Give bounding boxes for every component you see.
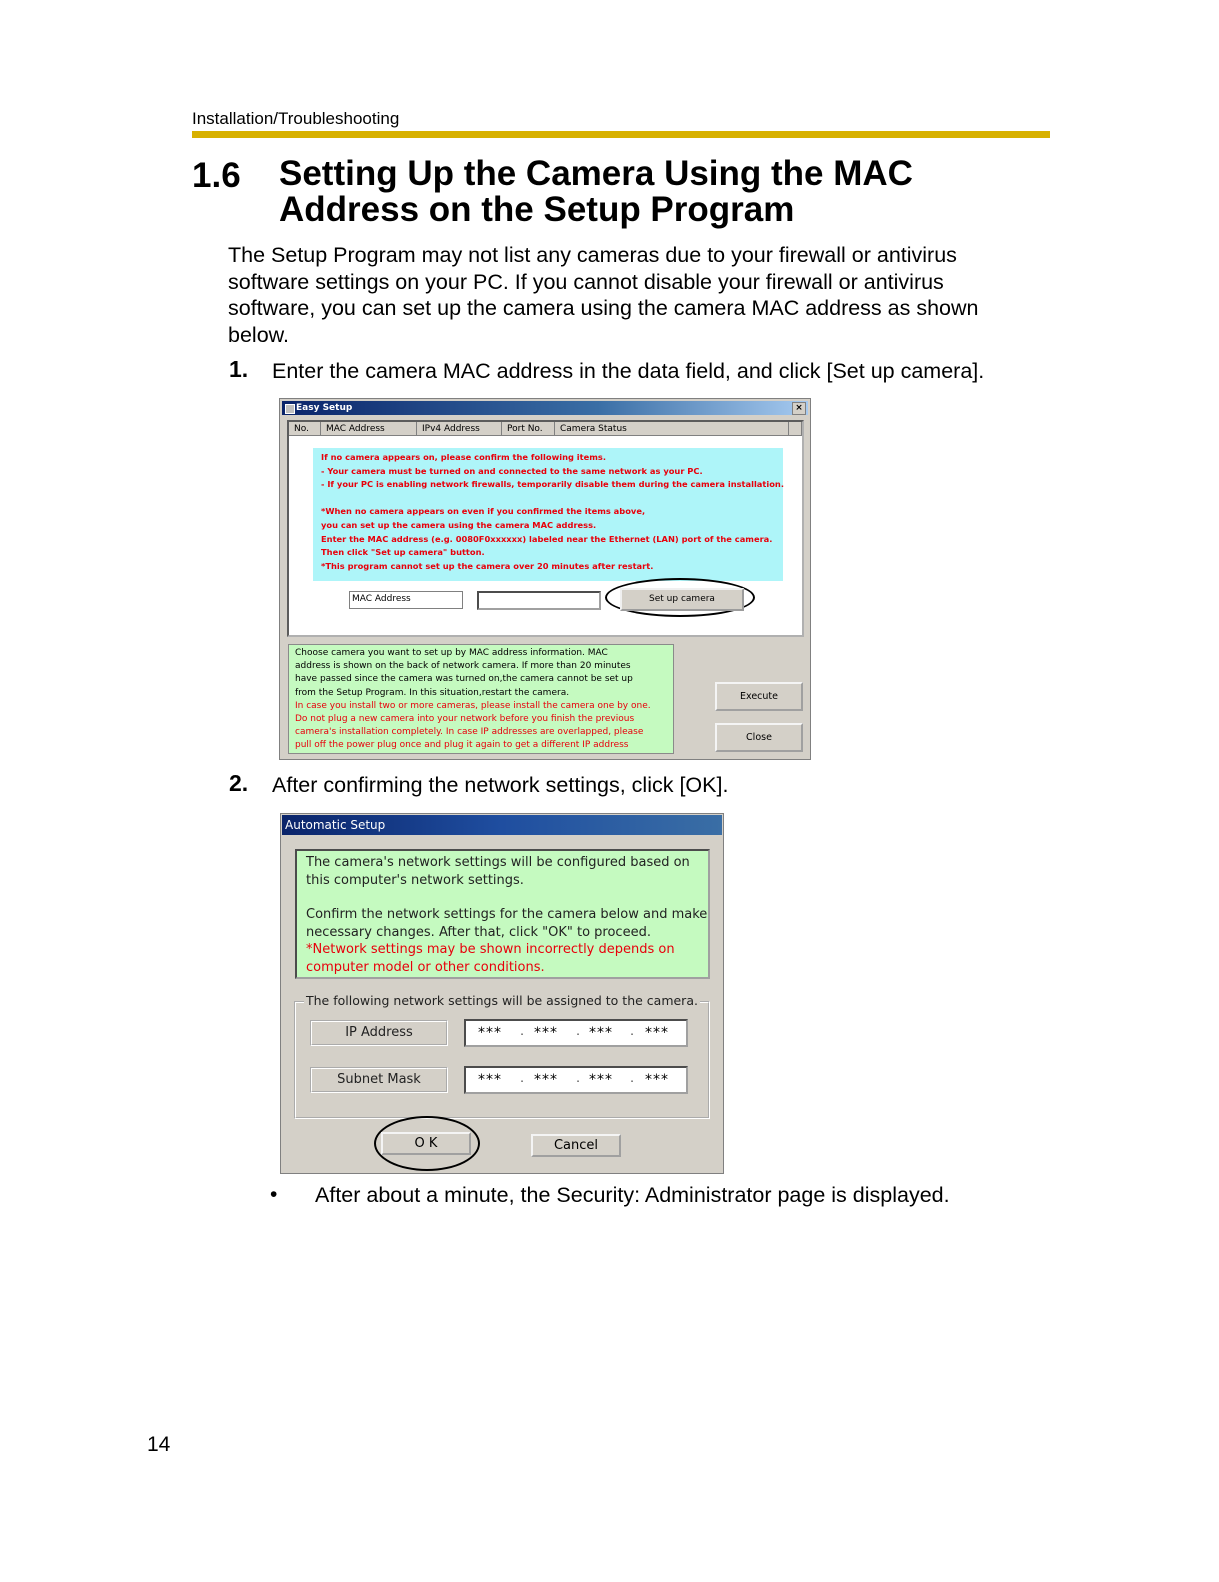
help-line: address is shown on the back of network camera. If more than 20 minutes — [295, 661, 631, 672]
help-warning-line: In case you install two or more cameras, please install the camera one by one. — [295, 700, 651, 711]
column-header-status[interactable]: Camera Status — [555, 422, 789, 436]
ip-address-field[interactable] — [464, 1019, 688, 1047]
help-box — [288, 644, 674, 754]
ip-separator: . — [630, 1024, 634, 1038]
easy-setup-window — [279, 398, 811, 760]
warning-line: *Network settings may be shown incorrectly depends on — [306, 942, 675, 957]
ip-separator: . — [520, 1024, 524, 1038]
bullet-text: After about a minute, the Security: Administrator page is displayed. — [315, 1183, 950, 1207]
intro-line: The Setup Program may not list any cameras due to your firewall or antivirus — [228, 243, 957, 267]
ip-octet[interactable]: *** — [589, 1025, 613, 1041]
header-rule — [192, 131, 1050, 138]
bullet-symbol: • — [270, 1183, 278, 1206]
help-warning-line: pull off the power plug once and plug it again to get a different IP address — [295, 740, 629, 751]
notice-box — [313, 448, 783, 581]
subnet-separator: . — [630, 1071, 634, 1085]
ip-octet[interactable]: *** — [645, 1025, 669, 1041]
notice-line: - Your camera must be turned on and connected to the same network as your PC. — [321, 465, 703, 476]
section-title-line-2: Address on the Setup Program — [279, 190, 795, 229]
automatic-setup-info — [295, 849, 710, 979]
help-line: have passed since the camera was turned on,the camera cannot be set up — [295, 674, 633, 685]
notice-line: - If your PC is enabling network firewalls, temporarily disable them during the camera installation. — [321, 479, 784, 490]
execute-button[interactable]: Execute — [715, 682, 803, 711]
automatic-setup-window — [280, 813, 724, 1174]
help-line: Choose camera you want to set up by MAC address information. MAC — [295, 648, 608, 658]
column-header-no[interactable]: No. — [289, 422, 321, 436]
column-header-ipv4[interactable]: IPv4 Address — [417, 422, 502, 436]
subnet-octet[interactable]: *** — [589, 1072, 613, 1088]
notice-line: Enter the MAC address (e.g. 0080F0xxxxxx) labeled near the Ethernet (LAN) port of the camera. — [321, 533, 773, 544]
notice-line: If no camera appears on, please confirm the following items. — [321, 452, 606, 462]
step-2-text: After confirming the network settings, click [OK]. — [272, 773, 729, 797]
column-header-filler — [789, 422, 802, 436]
info-line: The camera's network settings will be configured based on — [306, 855, 690, 870]
ok-button[interactable]: O K — [381, 1132, 471, 1155]
ip-octet[interactable]: *** — [534, 1025, 558, 1041]
column-header-port[interactable]: Port No. — [502, 422, 555, 436]
cancel-button[interactable]: Cancel — [531, 1134, 621, 1157]
notice-line: you can set up the camera using the camera MAC address. — [321, 519, 597, 530]
help-warning-line: Do not plug a new camera into your network before you finish the previous — [295, 714, 635, 725]
ip-address-label: IP Address — [310, 1020, 448, 1046]
subnet-separator: . — [520, 1071, 524, 1085]
step-1-text: Enter the camera MAC address in the data field, and click [Set up camera]. — [272, 359, 985, 383]
easy-setup-titlebar — [282, 401, 808, 415]
ip-separator: . — [576, 1024, 580, 1038]
confirm-line: necessary changes. After that, click "OK" to proceed. — [306, 924, 651, 940]
page-number: 14 — [147, 1433, 171, 1456]
intro-paragraph — [228, 242, 1048, 348]
notice-line: Then click "Set up camera" button. — [321, 547, 485, 558]
step-2-number: 2. — [229, 770, 249, 796]
close-icon[interactable]: × — [792, 402, 806, 415]
info-line: this computer's network settings. — [306, 872, 524, 888]
step-1-number: 1. — [229, 356, 249, 382]
ip-octet[interactable]: *** — [478, 1025, 502, 1041]
confirm-line: Confirm the network settings for the camera below and make — [306, 907, 708, 922]
column-header-mac[interactable]: MAC Address — [321, 422, 417, 436]
subnet-octet[interactable]: *** — [534, 1072, 558, 1088]
intro-line: software, you can set up the camera using the camera MAC address as shown — [228, 296, 979, 320]
warning-line: computer model or other conditions. — [306, 959, 545, 975]
network-settings-group — [294, 993, 710, 1119]
section-title — [279, 156, 1039, 228]
notice-line: *When no camera appears on even if you confirmed the items above, — [321, 506, 646, 517]
camera-list[interactable] — [287, 420, 804, 637]
help-warning-line: camera's installation completely. In case IP addresses are overlapped, please — [295, 727, 644, 738]
running-header: Installation/Troubleshooting — [192, 109, 400, 128]
section-number: 1.6 — [192, 156, 241, 195]
mac-address-input[interactable] — [477, 591, 601, 610]
notice-line — [321, 492, 783, 506]
mac-address-label: MAC Address — [349, 591, 463, 609]
group-label: The following network settings will be assigned to the camera. — [306, 993, 698, 1008]
set-up-camera-button[interactable]: Set up camera — [620, 588, 744, 611]
subnet-octet[interactable]: *** — [478, 1072, 502, 1088]
intro-line: software settings on your PC. If you cannot disable your firewall or antivirus — [228, 269, 944, 294]
help-line: from the Setup Program. In this situation,restart the camera. — [295, 687, 570, 698]
close-button[interactable]: Close — [715, 723, 803, 752]
notice-line: *This program cannot set up the camera over 20 minutes after restart. — [321, 560, 654, 571]
easy-setup-title: Easy Setup — [296, 403, 353, 413]
spacer — [306, 889, 708, 906]
subnet-separator: . — [576, 1071, 580, 1085]
section-title-line-1: Setting Up the Camera Using the MAC — [279, 154, 913, 193]
subnet-mask-label: Subnet Mask — [310, 1067, 448, 1093]
subnet-octet[interactable]: *** — [645, 1072, 669, 1088]
automatic-setup-titlebar: Automatic Setup — [282, 815, 722, 835]
intro-line: below. — [228, 322, 289, 347]
app-icon — [285, 404, 295, 414]
subnet-mask-field[interactable] — [464, 1066, 688, 1094]
